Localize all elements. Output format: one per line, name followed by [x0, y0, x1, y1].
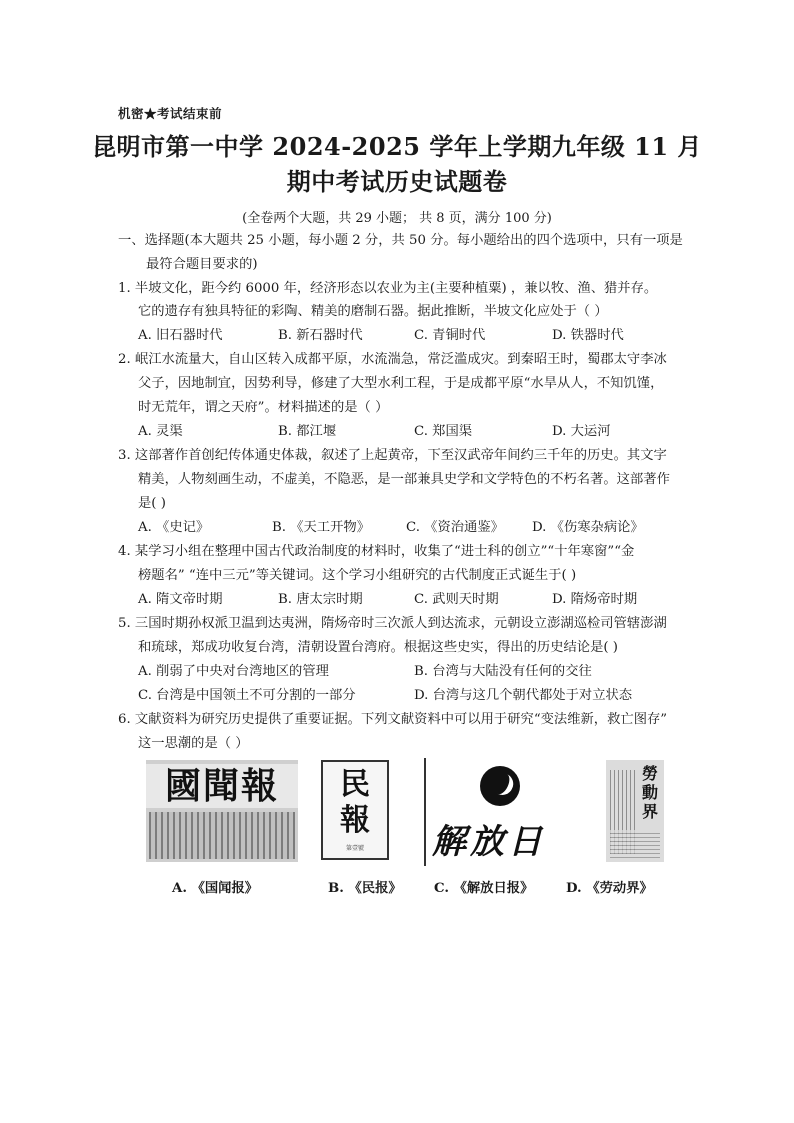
exam-title-line1: 昆明市第一中学 2024-2025 学年上学期九年级 11 月	[92, 132, 702, 161]
question-4-option-c: C. 武则天时期	[414, 592, 499, 607]
question-4-option-a: A. 隋文帝时期	[138, 592, 223, 607]
question-2-option-c: C. 郑国渠	[414, 424, 473, 439]
question-1-option-b: B. 新石器时代	[278, 328, 363, 343]
question-4-text: 榜题名” “连中三元”等关键词。这个学习小组研究的古代制度正式诞生于( )	[138, 568, 577, 583]
question-1-text: 它的遗存有独具特征的彩陶、精美的磨制石器。据此推断，半坡文化应处于（ ）	[138, 304, 608, 319]
guowenbao-image	[146, 760, 298, 862]
question-4-text: 4. 某学习小组在整理中国古代政治制度的材料时，收集了“进士科的创立”“十年寒窗”“金	[118, 544, 635, 559]
question-3-text: 3. 这部著作首创纪传体通史体裁，叙述了上起黄帝，下至汉武帝年间约三千年的历史。其文字	[118, 448, 667, 463]
question-5-text: 5. 三国时期孙权派卫温到达夷洲，隋炀帝时三次派人到达流求，元朝设立澎湖巡检司管辖澎湖	[118, 616, 667, 631]
question-3-text: 精美，人物刻画生动，不虚美，不隐恶，是一部兼具史学和文学特色的不朽名著。这部著作	[138, 472, 670, 487]
laodongjie-title	[640, 764, 660, 821]
minbao-char-1: 民	[340, 767, 370, 802]
minbao-image	[321, 760, 389, 860]
exam-meta: (全卷两个大题，共 29 小题； 共 8 页，满分 100 分)	[242, 211, 552, 226]
section-heading: 一、选择题(本大题共 25 小题，每小题 2 分，共 50 分。每小题给出的四个选项中，只有一项是	[118, 233, 683, 248]
laodongjie-char-2: 動	[641, 783, 658, 802]
question-5-option-a: A. 削弱了中央对台湾地区的管理	[138, 664, 329, 679]
question-6-text: 这一思潮的是（ ）	[138, 736, 249, 751]
section-heading-cont: 最符合题目要求的)	[146, 257, 258, 272]
minbao-issue: 第壹號	[345, 845, 364, 852]
question-1-text: 1. 半坡文化，距今约 6000 年，经济形态以农业为主(主要种植粟) ，兼以牧、渔、猎并存。	[118, 281, 658, 296]
question-6-option-c: C. 《解放日报》	[434, 881, 534, 896]
jiefangribao-logo-icon	[480, 766, 520, 806]
question-2-text: 2. 岷江水流量大，自山区转入成都平原，水流湍急，常泛滥成灾。到秦昭王时，蜀郡太守李冰	[118, 352, 667, 367]
question-2-option-a: A. 灵渠	[138, 424, 183, 439]
question-4-option-d: D. 隋炀帝时期	[552, 592, 638, 607]
question-3-option-c: C. 《资治通鉴》	[406, 520, 504, 535]
question-3-option-d: D. 《伤寒杂病论》	[532, 520, 644, 535]
question-5-option-b: B. 台湾与大陆没有任何的交往	[414, 664, 592, 679]
question-3-text: 是( )	[138, 496, 166, 511]
minbao-char-2: 報	[340, 803, 370, 838]
question-2-text: 时无荒年，谓之天府”。材料描述的是（ ）	[138, 400, 389, 415]
exam-title-line2: 期中考试历史试题卷	[286, 167, 508, 196]
question-1-option-a: A. 旧石器时代	[138, 328, 223, 343]
guowenbao-masthead: 國聞報	[164, 765, 279, 807]
question-5-text: 和琉球，郑成功收复台湾，清朝设置台湾府。根据这些史实，得出的历史结论是( )	[138, 640, 618, 655]
question-4-option-b: B. 唐太宗时期	[278, 592, 363, 607]
question-6-option-b: B. 《民报》	[328, 881, 402, 896]
question-3-option-b: B. 《天工开物》	[272, 520, 371, 535]
question-5-option-d: D. 台湾与这几个朝代都处于对立状态	[414, 688, 633, 703]
question-2-text: 父子，因地制宜，因势利导，修建了大型水利工程，于是成都平原“水旱从人，不知饥馑，	[138, 376, 664, 391]
question-2-option-d: D. 大运河	[552, 424, 611, 439]
laodongjie-char-3: 界	[641, 802, 658, 821]
question-6-option-d: D. 《劳动界》	[566, 881, 653, 896]
laodongjie-image	[606, 760, 664, 862]
jiefangribao-image	[424, 758, 560, 866]
question-6-option-a: A. 《国闻报》	[172, 881, 259, 896]
laodongjie-char-1: 勞	[641, 764, 658, 783]
question-1-option-c: C. 青铜时代	[414, 328, 486, 343]
jiefangribao-calligraphy: 解放日	[432, 822, 546, 862]
question-2-option-b: B. 都江堰	[278, 424, 337, 439]
question-1-option-d: D. 铁器时代	[552, 328, 624, 343]
question-6-text: 6. 文献资料为研究历史提供了重要证据。下列文献资料中可以用于研究“变法维新，救亡图存”	[118, 712, 668, 727]
question-3-option-a: A. 《史记》	[138, 520, 210, 535]
confidential-mark: 机密★考试结束前	[118, 106, 223, 121]
question-5-option-c: C. 台湾是中国领土不可分割的一部分	[138, 688, 356, 703]
